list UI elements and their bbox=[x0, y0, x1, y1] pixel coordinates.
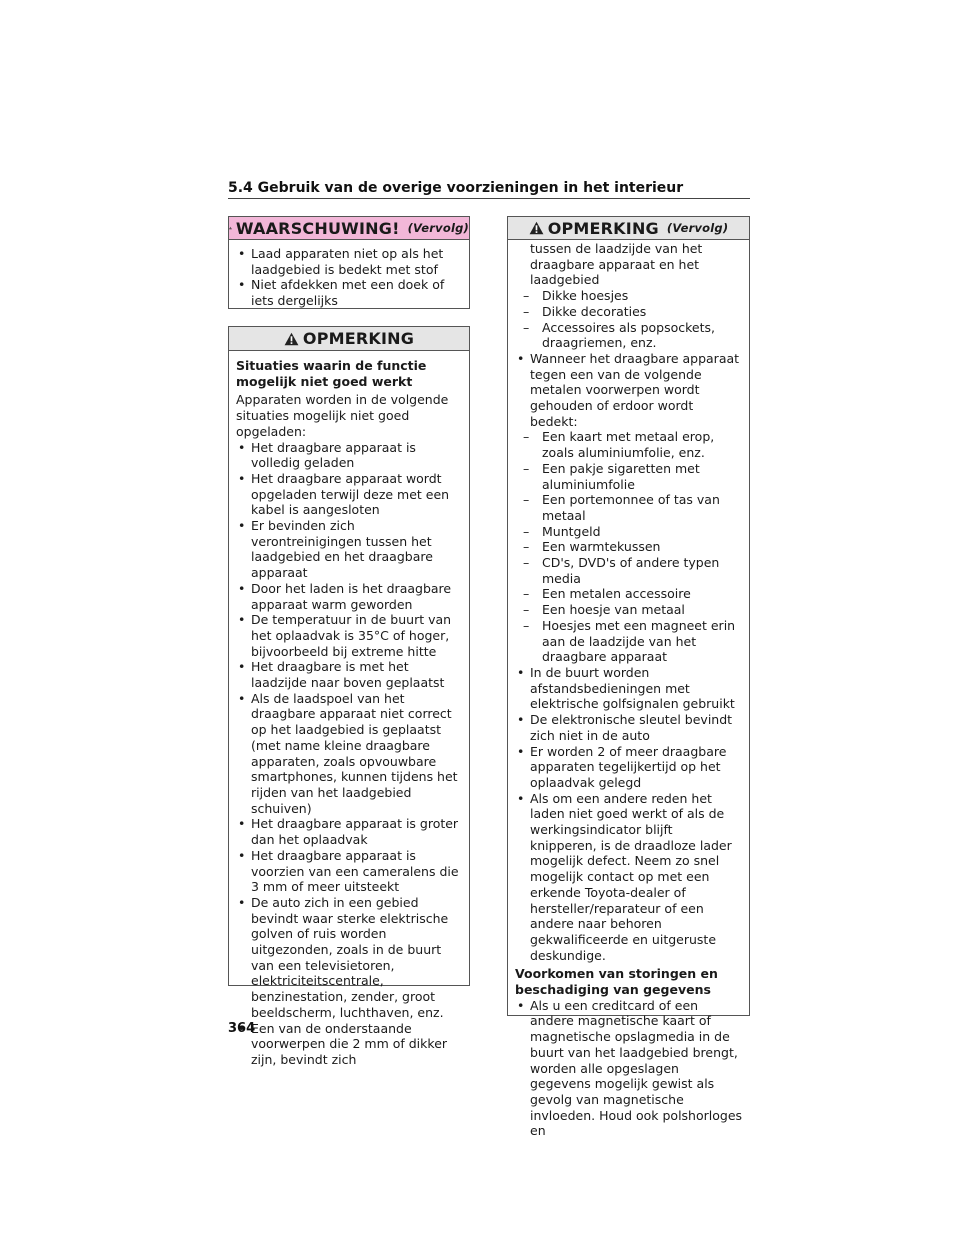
list-item: • Laad apparaten niet op als het laadgebied is bedekt met stof bbox=[236, 246, 463, 277]
list-item: • Het draagbare is met het laadzijde naar boven geplaatst bbox=[236, 659, 463, 690]
subheading: Voorkomen van storingen en beschadiging van gegevens bbox=[515, 966, 718, 998]
list-item: • Er bevinden zich verontreinigingen tussen het laadgebied en het draagbare apparaat bbox=[236, 518, 463, 581]
list-item: • Een van de onderstaande voorwerpen die 2 mm of dikker zijn, bevindt zich bbox=[236, 1021, 463, 1068]
list-item: • Het draagbare apparaat is voorzien van een cameralens die 3 mm of meer uitsteekt bbox=[236, 848, 463, 895]
dash-item: – Een pakje sigaretten met aluminiumfolie bbox=[515, 461, 743, 492]
list-item: • Niet afdekken met een doek of iets dergelijks bbox=[236, 277, 463, 308]
intro-text: Apparaten worden in de volgende situaties mogelijk niet goed opgeladen: bbox=[236, 392, 449, 439]
list-item: • Door het laden is het draagbare apparaat warm geworden bbox=[236, 581, 463, 612]
warning-box-body bbox=[229, 240, 469, 313]
warning-triangle-icon bbox=[229, 221, 232, 235]
continued-text: tussen de laadzijde van het draagbare apparaat en het laadgebied bbox=[530, 241, 703, 288]
page-number: 364 bbox=[228, 1021, 256, 1036]
notice-title: OPMERKING bbox=[547, 218, 659, 238]
continued-label: (Vervolg) bbox=[666, 221, 729, 235]
notice-title: OPMERKING bbox=[302, 329, 415, 348]
notice-box-header bbox=[508, 217, 749, 240]
notice-box-header bbox=[229, 327, 469, 351]
subheading: Situaties waarin de functie mogelijk niet goed werkt bbox=[236, 358, 427, 389]
dash-item: – Een portemonnee of tas van metaal bbox=[515, 492, 743, 523]
list-item: • De auto zich in een gebied bevindt waar sterke elektrische golven of ruis worden uitgezonden, zoals in de buurt van een televisietoren, elektriciteitscentrale, benzinestation, zender, groot beeldscherm, luchthaven, enz. bbox=[236, 895, 463, 1021]
continued-label: (Vervolg) bbox=[407, 221, 469, 235]
list-item: • Er worden 2 of meer draagbare apparaten tegelijkertijd op het oplaadvak gelegd bbox=[515, 744, 743, 791]
dash-item: – Muntgeld bbox=[515, 524, 743, 540]
section-divider bbox=[228, 198, 750, 199]
notice-box-body bbox=[508, 240, 749, 1143]
warning-box bbox=[228, 216, 470, 309]
list-item: • Wanneer het draagbare apparaat tegen een van de volgende metalen voorwerpen wordt gehouden of erdoor wordt bedekt: bbox=[515, 351, 743, 430]
dash-item: – Dikke decoraties bbox=[515, 304, 743, 320]
warning-title: WAARSCHUWING! bbox=[235, 218, 400, 238]
list-item: • Als om een andere reden het laden niet goed werkt of als de werkingsindicator blijft knipperen, is de draadloze lader mogelijk defect. Neem zo snel mogelijk contact op met een erkende Toyota-dealer of hersteller/reparateur of een andere naar behoren gekwalificeerde en uitgeruste deskundige. bbox=[515, 791, 743, 964]
dash-item: – Hoesjes met een magneet erin aan de laadzijde van het draagbare apparaat bbox=[515, 618, 743, 665]
dash-item: – Dikke hoesjes bbox=[515, 288, 743, 304]
list-item: • In de buurt worden afstandsbedieningen met elektrische golfsignalen gebruikt bbox=[515, 665, 743, 712]
warning-box-header bbox=[229, 217, 469, 240]
dash-item: – Een metalen accessoire bbox=[515, 586, 743, 602]
dash-item: – Accessoires als popsockets, draagriemen, enz. bbox=[515, 320, 743, 351]
warning-triangle-icon bbox=[284, 332, 299, 346]
list-item: • De elektronische sleutel bevindt zich niet in de auto bbox=[515, 712, 743, 743]
notice-box-right bbox=[507, 216, 750, 1139]
dash-item: – Een warmtekussen bbox=[515, 539, 743, 555]
section-title: 5.4 Gebruik van de overige voorzieningen in het interieur bbox=[228, 180, 684, 196]
list-item: • Het draagbare apparaat is groter dan het oplaadvak bbox=[236, 816, 463, 847]
warning-triangle-icon bbox=[529, 221, 544, 235]
list-item: • De temperatuur in de buurt van het oplaadvak is 35°C of hoger, bijvoorbeeld bij extreme hitte bbox=[236, 612, 463, 659]
list-item: • Als de laadspoel van het draagbare apparaat niet correct op het laadgebied is geplaatst (met name kleine draagbare apparaten, zoals opvouwbare smartphones, kunnen tijdens het rijden van het laadgebied schuiven) bbox=[236, 691, 463, 817]
list-item: • Als u een creditcard of een andere magnetische kaart of magnetische opslagmedia in de buurt van het laadgebied brengt, worden alle opgeslagen gegevens mogelijk gewist als gevolg van magnetische invloeden. Houd ook polshorloges en bbox=[515, 998, 743, 1139]
dash-item: – CD's, DVD's of andere typen media bbox=[515, 555, 743, 586]
dash-item: – Een kaart met metaal erop, zoals aluminiumfolie, enz. bbox=[515, 429, 743, 460]
list-item: • Het draagbare apparaat wordt opgeladen terwijl deze met een kabel is aangesloten bbox=[236, 471, 463, 518]
notice-box-body bbox=[229, 351, 469, 1072]
list-item: • Het draagbare apparaat is volledig geladen bbox=[236, 440, 463, 471]
dash-item: – Een hoesje van metaal bbox=[515, 602, 743, 618]
